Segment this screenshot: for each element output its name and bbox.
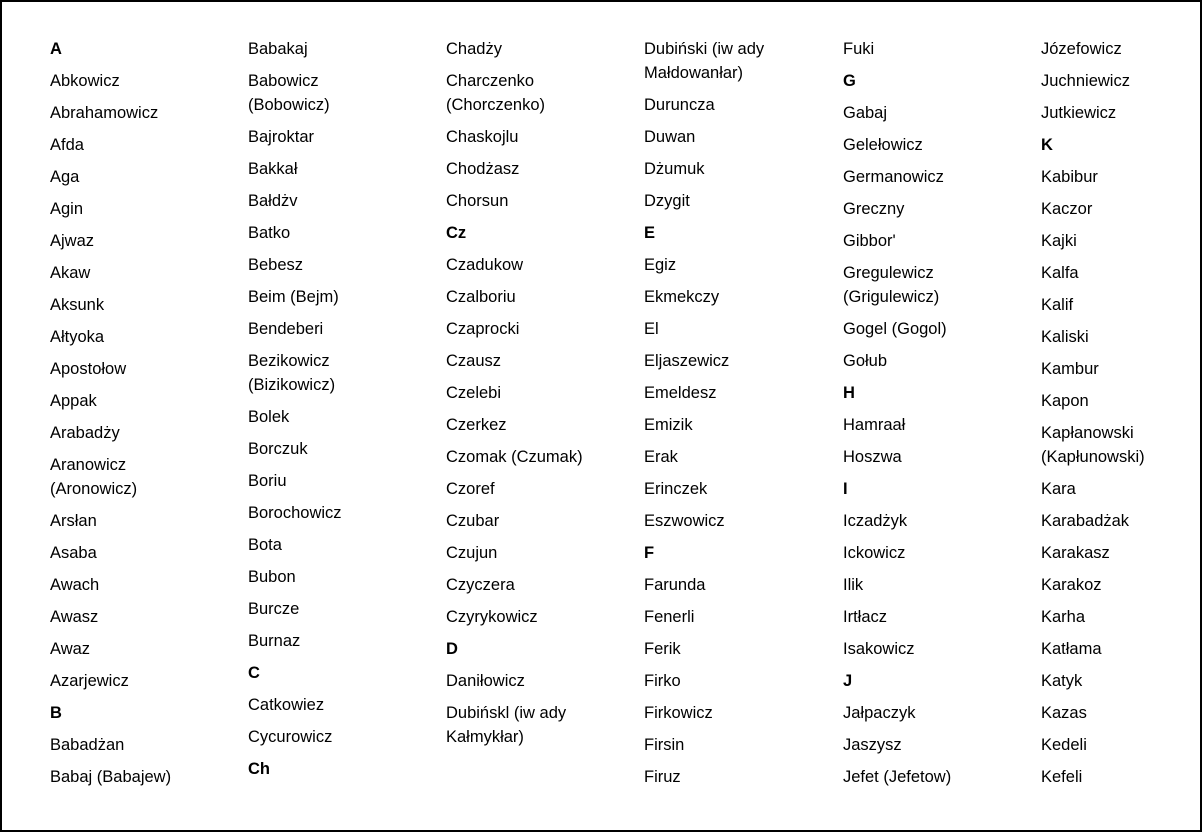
surname-entry: Eljaszewicz xyxy=(644,352,730,370)
surname-entry: Fuki xyxy=(843,40,875,58)
surname-entry: Awasz xyxy=(50,608,99,626)
surname-entry: Ickowicz xyxy=(843,544,906,562)
surname-entry: Duwan xyxy=(644,128,696,146)
surname-entry: Arabadży xyxy=(50,424,120,442)
name-column-6 xyxy=(1041,37,1202,797)
surname-entry: Gabaj xyxy=(843,104,888,122)
letter-heading: D xyxy=(446,640,458,658)
surname-entry: Czerkez xyxy=(446,416,507,434)
surname-entry: Jałpaczyk xyxy=(843,704,916,722)
surname-entry: Burcze xyxy=(248,600,300,618)
surname-entry: Bajroktar xyxy=(248,128,315,146)
surname-entry: Fenerli xyxy=(644,608,695,626)
surname-entry: Jutkiewicz xyxy=(1041,104,1117,122)
surname-entry: Gregulewicz (Grigulewicz) xyxy=(843,264,940,306)
surname-entry: Agin xyxy=(50,200,84,218)
surname-entry: Beim (Bejm) xyxy=(248,288,339,306)
surname-entry: Bałdżv xyxy=(248,192,298,210)
surname-entry: Gelełowicz xyxy=(843,136,923,154)
surname-entry: Akaw xyxy=(50,264,91,282)
surname-entry: Awach xyxy=(50,576,100,594)
surname-entry: Katłama xyxy=(1041,640,1102,658)
surname-entry: Dzygit xyxy=(644,192,690,210)
surname-entry: Burnaz xyxy=(248,632,301,650)
surname-entry: Apostołow xyxy=(50,360,127,378)
surname-entry: Czoref xyxy=(446,480,495,498)
name-column-2 xyxy=(248,37,438,789)
letter-heading: B xyxy=(50,704,62,722)
surname-entry: Gibbor' xyxy=(843,232,896,250)
letter-heading: E xyxy=(644,224,656,242)
surname-entry: Firkowicz xyxy=(644,704,713,722)
surname-entry: Kabibur xyxy=(1041,168,1098,186)
surname-entry: Erak xyxy=(644,448,678,466)
surname-entry: Czyrykowicz xyxy=(446,608,538,626)
surname-entry: Azarjewicz xyxy=(50,672,129,690)
surname-entry: Farunda xyxy=(644,576,706,594)
surname-entry: Borczuk xyxy=(248,440,308,458)
surname-entry: Charczenko (Chorczenko) xyxy=(446,72,546,114)
surname-entry: Kaliski xyxy=(1041,328,1089,346)
surname-entry: Bendeberi xyxy=(248,320,324,338)
surname-entry: Jefet (Jefetow) xyxy=(843,768,952,786)
surname-entry: Czalboriu xyxy=(446,288,516,306)
surname-entry: Bota xyxy=(248,536,282,554)
surname-entry: Kapłanowski (Kapłunowski) xyxy=(1041,424,1145,466)
name-column-1 xyxy=(50,37,240,797)
surname-entry: Chadży xyxy=(446,40,502,58)
surname-entry: Germanowicz xyxy=(843,168,944,186)
surname-entry: Czubar xyxy=(446,512,500,530)
letter-heading: H xyxy=(843,384,855,402)
surname-entry: Kaczor xyxy=(1041,200,1093,218)
letter-heading: Ch xyxy=(248,760,270,778)
surname-entry: Gogel (Gogol) xyxy=(843,320,947,338)
surname-entry: Kajki xyxy=(1041,232,1077,250)
surname-entry: Iczadżyk xyxy=(843,512,908,530)
surname-entry: Aksunk xyxy=(50,296,105,314)
surname-entry: Abrahamowicz xyxy=(50,104,159,122)
surname-entry: Emizik xyxy=(644,416,693,434)
surname-entry: Karakoz xyxy=(1041,576,1102,594)
surname-entry: Dubińskl (iw ady Kałmykłar) xyxy=(446,704,567,746)
surname-entry: Jaszysz xyxy=(843,736,902,754)
surname-entry: Appak xyxy=(50,392,97,410)
surname-entry: Hoszwa xyxy=(843,448,902,466)
surname-entry: Kambur xyxy=(1041,360,1099,378)
surname-entry: Kapon xyxy=(1041,392,1089,410)
letter-heading: K xyxy=(1041,136,1053,154)
letter-heading: G xyxy=(843,72,856,90)
letter-heading: J xyxy=(843,672,853,690)
surname-entry: Katyk xyxy=(1041,672,1083,690)
surname-entry: Babadżan xyxy=(50,736,125,754)
surname-entry: Firuz xyxy=(644,768,681,786)
surname-entry: Boriu xyxy=(248,472,287,490)
letter-heading: I xyxy=(843,480,848,498)
surname-entry: Karha xyxy=(1041,608,1086,626)
surname-entry: Kara xyxy=(1041,480,1076,498)
surname-entry: Erinczek xyxy=(644,480,708,498)
surname-entry: Bubon xyxy=(248,568,296,586)
surname-entry: Eszwowicz xyxy=(644,512,725,530)
surname-entry: Firko xyxy=(644,672,681,690)
surname-entry: Cycurowicz xyxy=(248,728,333,746)
surname-entry: Ferik xyxy=(644,640,681,658)
surname-entry: Bezikowicz (Bizikowicz) xyxy=(248,352,336,394)
surname-entry: Babaj (Babajew) xyxy=(50,768,172,786)
surname-entry: Isakowicz xyxy=(843,640,915,658)
surname-entry: Gołub xyxy=(843,352,888,370)
surname-entry: Chaskojlu xyxy=(446,128,519,146)
surname-entry: Czausz xyxy=(446,352,502,370)
surname-entry: Babowicz (Bobowicz) xyxy=(248,72,330,114)
surname-entry: Czelebi xyxy=(446,384,502,402)
surname-entry: Aga xyxy=(50,168,80,186)
name-column-3 xyxy=(446,37,636,757)
surname-entry: Czujun xyxy=(446,544,498,562)
surname-entry: Egiz xyxy=(644,256,677,274)
surname-entry: Czyczera xyxy=(446,576,515,594)
surname-entry: Ilik xyxy=(843,576,864,594)
surname-entry: Kalfa xyxy=(1041,264,1079,282)
surname-entry: Karakasz xyxy=(1041,544,1110,562)
surname-entry: Borochowicz xyxy=(248,504,342,522)
letter-heading: Cz xyxy=(446,224,467,242)
surname-entry: Kedeli xyxy=(1041,736,1087,754)
surname-entry: Czaprocki xyxy=(446,320,520,338)
surname-entry: Kalif xyxy=(1041,296,1074,314)
surname-entry: Kazas xyxy=(1041,704,1087,722)
surname-entry: Abkowicz xyxy=(50,72,120,90)
surname-entry: Ekmekczy xyxy=(644,288,720,306)
letter-heading: C xyxy=(248,664,260,682)
name-column-5 xyxy=(843,37,1033,797)
surname-entry: Chorsun xyxy=(446,192,509,210)
surname-entry: Chodżasz xyxy=(446,160,520,178)
surname-entry: Juchniewicz xyxy=(1041,72,1130,90)
surname-entry: Ałtyoka xyxy=(50,328,105,346)
name-column-4 xyxy=(644,37,834,797)
surname-entry: Catkowiez xyxy=(248,696,325,714)
surname-entry: Awaz xyxy=(50,640,91,658)
surname-entry: Greczny xyxy=(843,200,905,218)
surname-entry: Arsłan xyxy=(50,512,97,530)
letter-heading: F xyxy=(644,544,655,562)
surname-entry: Batko xyxy=(248,224,291,242)
surname-entry: Irtłacz xyxy=(843,608,888,626)
letter-heading: A xyxy=(50,40,62,58)
surname-entry: Dżumuk xyxy=(644,160,705,178)
surname-entry: Daniłowicz xyxy=(446,672,525,690)
surname-entry: Bebesz xyxy=(248,256,304,274)
surname-entry: Afda xyxy=(50,136,84,154)
surname-entry: Kefeli xyxy=(1041,768,1083,786)
surname-entry: Babakaj xyxy=(248,40,308,58)
surname-entry: Bakkał xyxy=(248,160,298,178)
surname-entry: El xyxy=(644,320,659,338)
surname-entry: Emeldesz xyxy=(644,384,717,402)
surname-entry: Karabadżak xyxy=(1041,512,1130,530)
surname-entry: Hamraał xyxy=(843,416,906,434)
surname-entry: Bolek xyxy=(248,408,290,426)
surname-entry: Aranowicz (Aronowicz) xyxy=(50,456,138,498)
surname-entry: Duruncza xyxy=(644,96,715,114)
surname-entry: Asaba xyxy=(50,544,97,562)
surname-entry: Firsin xyxy=(644,736,685,754)
surname-entry: Czadukow xyxy=(446,256,524,274)
surname-entry: Józefowicz xyxy=(1041,40,1122,58)
surname-entry: Czomak (Czumak) xyxy=(446,448,583,466)
surname-entry: Ajwaz xyxy=(50,232,95,250)
surname-entry: Dubiński (iw ady Małdowanłar) xyxy=(644,40,765,82)
